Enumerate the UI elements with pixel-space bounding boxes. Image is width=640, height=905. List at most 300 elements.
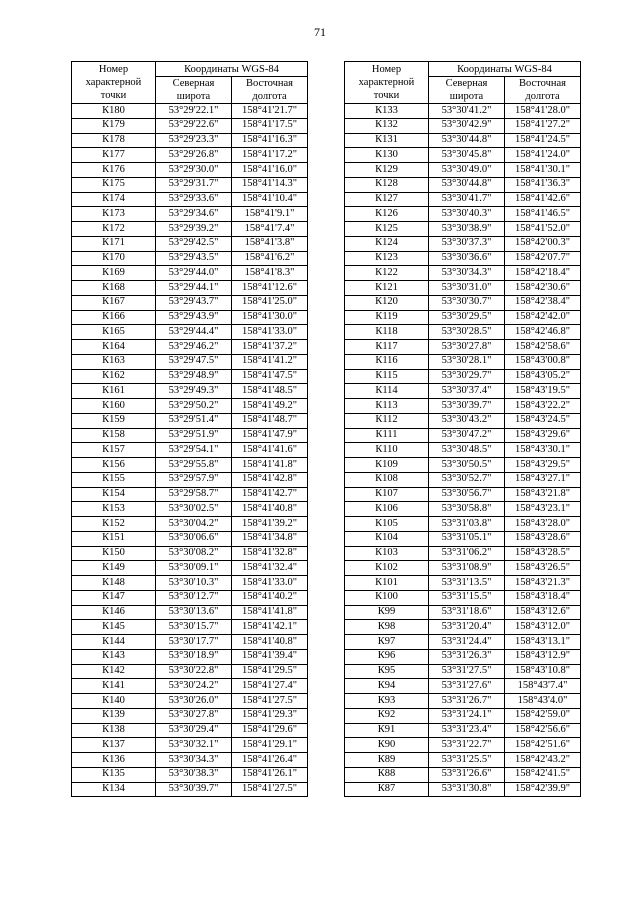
latitude-cell: 53°29'43.5": [156, 251, 232, 266]
latitude-cell: 53°29'44.1": [156, 281, 232, 296]
longitude-cell: 158°41'25.0": [232, 295, 308, 310]
table-row: [345, 723, 581, 738]
latitude-cell: 53°29'42.5": [156, 236, 232, 251]
longitude-cell: 158°41'10.4": [232, 192, 308, 207]
point-id-cell: К162: [72, 369, 156, 384]
latitude-cell: 53°29'46.2": [156, 340, 232, 355]
longitude-cell: 158°42'30.6": [505, 281, 581, 296]
longitude-cell: 158°41'12.6": [232, 281, 308, 296]
longitude-cell: 158°43'28.6": [505, 531, 581, 546]
latitude-cell: 53°30'41.7": [429, 192, 505, 207]
point-id-cell: К125: [345, 222, 429, 237]
table-row: [345, 546, 581, 561]
latitude-cell: 53°30'47.2": [429, 428, 505, 443]
table-row: [72, 605, 308, 620]
table-row: [72, 369, 308, 384]
latitude-cell: 53°30'29.7": [429, 369, 505, 384]
table-row: [72, 251, 308, 266]
longitude-cell: 158°41'52.0": [505, 222, 581, 237]
header-latitude: Северная широта: [156, 77, 232, 104]
header-longitude: Восточная долгота: [232, 77, 308, 104]
coordinates-table-right: [344, 61, 581, 797]
longitude-cell: 158°41'29.6": [232, 723, 308, 738]
header-coordinates: Координаты WGS-84: [429, 62, 581, 77]
longitude-cell: 158°41'47.9": [232, 428, 308, 443]
point-id-cell: К98: [345, 620, 429, 635]
latitude-cell: 53°29'58.7": [156, 487, 232, 502]
point-id-cell: К119: [345, 310, 429, 325]
point-id-cell: К155: [72, 472, 156, 487]
table-row: [72, 753, 308, 768]
latitude-cell: 53°29'51.9": [156, 428, 232, 443]
table-row: [345, 281, 581, 296]
latitude-cell: 53°30'40.3": [429, 207, 505, 222]
latitude-cell: 53°29'50.2": [156, 399, 232, 414]
table-row: [72, 281, 308, 296]
latitude-cell: 53°29'55.8": [156, 458, 232, 473]
point-id-cell: К139: [72, 708, 156, 723]
latitude-cell: 53°30'44.8": [429, 133, 505, 148]
table-row: [72, 723, 308, 738]
longitude-cell: 158°41'41.8": [232, 605, 308, 620]
point-id-cell: К116: [345, 354, 429, 369]
table-row: [72, 428, 308, 443]
table-row: [345, 502, 581, 517]
table-row: [72, 325, 308, 340]
longitude-cell: 158°41'42.6": [505, 192, 581, 207]
point-id-cell: К167: [72, 295, 156, 310]
point-id-cell: К105: [345, 517, 429, 532]
table-row: [345, 649, 581, 664]
latitude-cell: 53°30'52.7": [429, 472, 505, 487]
table-row: [72, 502, 308, 517]
point-id-cell: К122: [345, 266, 429, 281]
point-id-cell: К156: [72, 458, 156, 473]
table-row: [345, 694, 581, 709]
point-id-cell: К100: [345, 590, 429, 605]
longitude-cell: 158°42'46.8": [505, 325, 581, 340]
table-row: [345, 251, 581, 266]
table-row: [72, 104, 308, 119]
point-id-cell: К157: [72, 443, 156, 458]
latitude-cell: 53°30'27.8": [156, 708, 232, 723]
table-row: [72, 782, 308, 797]
table-row: [345, 620, 581, 635]
longitude-cell: 158°41'41.6": [232, 443, 308, 458]
table-row: [345, 561, 581, 576]
longitude-cell: 158°41'39.2": [232, 517, 308, 532]
latitude-cell: 53°29'22.6": [156, 118, 232, 133]
table-row: [345, 354, 581, 369]
latitude-cell: 53°31'05.1": [429, 531, 505, 546]
latitude-cell: 53°30'10.3": [156, 576, 232, 591]
point-id-cell: К158: [72, 428, 156, 443]
point-id-cell: К179: [72, 118, 156, 133]
table-row: [72, 384, 308, 399]
longitude-cell: 158°43'29.5": [505, 458, 581, 473]
header-latitude: Северная широта: [429, 77, 505, 104]
longitude-cell: 158°41'27.4": [232, 679, 308, 694]
latitude-cell: 53°31'08.9": [429, 561, 505, 576]
point-id-cell: К153: [72, 502, 156, 517]
latitude-cell: 53°29'31.7": [156, 177, 232, 192]
latitude-cell: 53°29'34.6": [156, 207, 232, 222]
table-row: [345, 782, 581, 797]
longitude-cell: 158°43'00.8": [505, 354, 581, 369]
table-row: [72, 620, 308, 635]
latitude-cell: 53°30'48.5": [429, 443, 505, 458]
latitude-cell: 53°30'36.6": [429, 251, 505, 266]
table-row: [345, 458, 581, 473]
latitude-cell: 53°29'23.3": [156, 133, 232, 148]
point-id-cell: К147: [72, 590, 156, 605]
longitude-cell: 158°43'18.4": [505, 590, 581, 605]
latitude-cell: 53°30'13.6": [156, 605, 232, 620]
longitude-cell: 158°41'29.1": [232, 738, 308, 753]
point-id-cell: К106: [345, 502, 429, 517]
point-id-cell: К171: [72, 236, 156, 251]
latitude-cell: 53°30'17.7": [156, 635, 232, 650]
longitude-cell: 158°43'27.1": [505, 472, 581, 487]
longitude-cell: 158°43'12.0": [505, 620, 581, 635]
table-row: [72, 340, 308, 355]
table-row: [345, 443, 581, 458]
point-id-cell: К124: [345, 236, 429, 251]
latitude-cell: 53°31'24.1": [429, 708, 505, 723]
latitude-cell: 53°30'41.2": [429, 104, 505, 119]
table-row: [72, 192, 308, 207]
point-id-cell: К104: [345, 531, 429, 546]
point-id-cell: К88: [345, 767, 429, 782]
table-row: [72, 649, 308, 664]
longitude-cell: 158°43'13.1": [505, 635, 581, 650]
point-id-cell: К150: [72, 546, 156, 561]
table-row: [345, 679, 581, 694]
table-row: [345, 163, 581, 178]
longitude-cell: 158°41'26.1": [232, 767, 308, 782]
point-id-cell: К146: [72, 605, 156, 620]
point-id-cell: К178: [72, 133, 156, 148]
longitude-cell: 158°41'42.8": [232, 472, 308, 487]
table-row: [345, 517, 581, 532]
point-id-cell: К143: [72, 649, 156, 664]
point-id-cell: К180: [72, 104, 156, 119]
point-id-cell: К142: [72, 664, 156, 679]
table-row: [72, 133, 308, 148]
point-id-cell: К115: [345, 369, 429, 384]
table-row: [345, 133, 581, 148]
latitude-cell: 53°29'51.4": [156, 413, 232, 428]
latitude-cell: 53°31'06.2": [429, 546, 505, 561]
longitude-cell: 158°43'7.4": [505, 679, 581, 694]
table-row: [345, 295, 581, 310]
longitude-cell: 158°43'29.6": [505, 428, 581, 443]
longitude-cell: 158°42'59.0": [505, 708, 581, 723]
point-id-cell: К164: [72, 340, 156, 355]
table-row: [72, 487, 308, 502]
longitude-cell: 158°43'19.5": [505, 384, 581, 399]
longitude-cell: 158°43'21.3": [505, 576, 581, 591]
latitude-cell: 53°31'22.7": [429, 738, 505, 753]
longitude-cell: 158°43'21.8": [505, 487, 581, 502]
longitude-cell: 158°41'49.2": [232, 399, 308, 414]
latitude-cell: 53°30'39.7": [156, 782, 232, 797]
point-id-cell: К131: [345, 133, 429, 148]
point-id-cell: К136: [72, 753, 156, 768]
point-id-cell: К90: [345, 738, 429, 753]
longitude-cell: 158°42'07.7": [505, 251, 581, 266]
longitude-cell: 158°41'24.0": [505, 148, 581, 163]
point-id-cell: К87: [345, 782, 429, 797]
latitude-cell: 53°30'26.0": [156, 694, 232, 709]
table-row: [72, 561, 308, 576]
table-row: [72, 310, 308, 325]
table-row: [345, 310, 581, 325]
point-id-cell: К120: [345, 295, 429, 310]
table-row: [72, 576, 308, 591]
point-id-cell: К133: [345, 104, 429, 119]
longitude-cell: 158°43'4.0": [505, 694, 581, 709]
point-id-cell: К144: [72, 635, 156, 650]
point-id-cell: К103: [345, 546, 429, 561]
table-row: [72, 679, 308, 694]
longitude-cell: 158°41'36.3": [505, 177, 581, 192]
point-id-cell: К114: [345, 384, 429, 399]
point-id-cell: К149: [72, 561, 156, 576]
table-row: [72, 664, 308, 679]
table-row: [72, 694, 308, 709]
longitude-cell: 158°41'7.4": [232, 222, 308, 237]
point-id-cell: К121: [345, 281, 429, 296]
latitude-cell: 53°31'18.6": [429, 605, 505, 620]
longitude-cell: 158°43'30.1": [505, 443, 581, 458]
longitude-cell: 158°41'48.5": [232, 384, 308, 399]
point-id-cell: К123: [345, 251, 429, 266]
longitude-cell: 158°41'17.2": [232, 148, 308, 163]
longitude-cell: 158°41'27.5": [232, 694, 308, 709]
latitude-cell: 53°30'39.7": [429, 399, 505, 414]
table-row: [72, 738, 308, 753]
table-row: [345, 576, 581, 591]
longitude-cell: 158°42'38.4": [505, 295, 581, 310]
longitude-cell: 158°42'39.9": [505, 782, 581, 797]
latitude-cell: 53°30'50.5": [429, 458, 505, 473]
point-id-cell: К148: [72, 576, 156, 591]
point-id-cell: К118: [345, 325, 429, 340]
table-row: [345, 369, 581, 384]
point-id-cell: К138: [72, 723, 156, 738]
table-body-right: [345, 104, 581, 797]
latitude-cell: 53°31'26.3": [429, 649, 505, 664]
latitude-cell: 53°30'34.3": [156, 753, 232, 768]
longitude-cell: 158°42'58.6": [505, 340, 581, 355]
point-id-cell: К89: [345, 753, 429, 768]
latitude-cell: 53°31'26.6": [429, 767, 505, 782]
longitude-cell: 158°41'16.0": [232, 163, 308, 178]
point-id-cell: К151: [72, 531, 156, 546]
latitude-cell: 53°29'57.9": [156, 472, 232, 487]
longitude-cell: 158°41'17.5": [232, 118, 308, 133]
table-row: [72, 118, 308, 133]
point-id-cell: К177: [72, 148, 156, 163]
latitude-cell: 53°31'13.5": [429, 576, 505, 591]
longitude-cell: 158°41'14.3": [232, 177, 308, 192]
latitude-cell: 53°29'54.1": [156, 443, 232, 458]
table-row: [345, 340, 581, 355]
point-id-cell: К166: [72, 310, 156, 325]
point-id-cell: К94: [345, 679, 429, 694]
latitude-cell: 53°30'30.7": [429, 295, 505, 310]
point-id-cell: К154: [72, 487, 156, 502]
point-id-cell: К141: [72, 679, 156, 694]
longitude-cell: 158°41'32.8": [232, 546, 308, 561]
point-id-cell: К95: [345, 664, 429, 679]
longitude-cell: 158°41'32.4": [232, 561, 308, 576]
table-row: [345, 222, 581, 237]
table-row: [345, 767, 581, 782]
longitude-cell: 158°41'26.4": [232, 753, 308, 768]
latitude-cell: 53°29'47.5": [156, 354, 232, 369]
table-body-left: [72, 104, 308, 797]
table-row: [345, 207, 581, 222]
latitude-cell: 53°30'22.8": [156, 664, 232, 679]
longitude-cell: 158°41'40.8": [232, 502, 308, 517]
longitude-cell: 158°43'26.5": [505, 561, 581, 576]
table-row: [72, 295, 308, 310]
latitude-cell: 53°30'44.8": [429, 177, 505, 192]
latitude-cell: 53°31'03.8": [429, 517, 505, 532]
point-id-cell: К109: [345, 458, 429, 473]
latitude-cell: 53°30'58.8": [429, 502, 505, 517]
longitude-cell: 158°41'46.5": [505, 207, 581, 222]
longitude-cell: 158°43'12.9": [505, 649, 581, 664]
point-id-cell: К113: [345, 399, 429, 414]
point-id-cell: К93: [345, 694, 429, 709]
latitude-cell: 53°30'37.3": [429, 236, 505, 251]
longitude-cell: 158°41'42.7": [232, 487, 308, 502]
longitude-cell: 158°41'30.0": [232, 310, 308, 325]
point-id-cell: К161: [72, 384, 156, 399]
latitude-cell: 53°30'28.1": [429, 354, 505, 369]
latitude-cell: 53°29'39.2": [156, 222, 232, 237]
point-id-cell: К160: [72, 399, 156, 414]
latitude-cell: 53°30'24.2": [156, 679, 232, 694]
latitude-cell: 53°30'09.1": [156, 561, 232, 576]
point-id-cell: К132: [345, 118, 429, 133]
header-coordinates: Координаты WGS-84: [156, 62, 308, 77]
latitude-cell: 53°29'22.1": [156, 104, 232, 119]
table-row: [345, 664, 581, 679]
longitude-cell: 158°42'56.6": [505, 723, 581, 738]
latitude-cell: 53°29'33.6": [156, 192, 232, 207]
longitude-cell: 158°41'6.2": [232, 251, 308, 266]
point-id-cell: К175: [72, 177, 156, 192]
longitude-cell: 158°41'28.0": [505, 104, 581, 119]
longitude-cell: 158°41'37.2": [232, 340, 308, 355]
point-id-cell: К126: [345, 207, 429, 222]
point-id-cell: К111: [345, 428, 429, 443]
table-row: [72, 266, 308, 281]
table-row: [72, 413, 308, 428]
longitude-cell: 158°41'39.4": [232, 649, 308, 664]
point-id-cell: К140: [72, 694, 156, 709]
point-id-cell: К173: [72, 207, 156, 222]
point-id-cell: К91: [345, 723, 429, 738]
point-id-cell: К169: [72, 266, 156, 281]
longitude-cell: 158°42'18.4": [505, 266, 581, 281]
latitude-cell: 53°29'26.8": [156, 148, 232, 163]
table-row: [72, 222, 308, 237]
table-row: [72, 767, 308, 782]
longitude-cell: 158°41'33.0": [232, 325, 308, 340]
table-row: [345, 472, 581, 487]
table-row: [72, 236, 308, 251]
latitude-cell: 53°29'44.4": [156, 325, 232, 340]
table-row: [345, 753, 581, 768]
table-row: [72, 531, 308, 546]
table-row: [72, 708, 308, 723]
longitude-cell: 158°41'30.1": [505, 163, 581, 178]
table-row: [72, 590, 308, 605]
point-id-cell: К170: [72, 251, 156, 266]
table-row: [72, 517, 308, 532]
latitude-cell: 53°30'45.8": [429, 148, 505, 163]
table-row: [345, 192, 581, 207]
latitude-cell: 53°29'30.0": [156, 163, 232, 178]
latitude-cell: 53°31'30.8": [429, 782, 505, 797]
point-id-cell: К101: [345, 576, 429, 591]
header-longitude: Восточная долгота: [505, 77, 581, 104]
latitude-cell: 53°31'25.5": [429, 753, 505, 768]
point-id-cell: К129: [345, 163, 429, 178]
table-row: [72, 458, 308, 473]
longitude-cell: 158°41'27.5": [232, 782, 308, 797]
table-row: [72, 148, 308, 163]
latitude-cell: 53°30'12.7": [156, 590, 232, 605]
latitude-cell: 53°30'15.7": [156, 620, 232, 635]
latitude-cell: 53°31'27.5": [429, 664, 505, 679]
table-row: [345, 413, 581, 428]
longitude-cell: 158°43'28.5": [505, 546, 581, 561]
latitude-cell: 53°30'37.4": [429, 384, 505, 399]
latitude-cell: 53°31'26.7": [429, 694, 505, 709]
table-row: [72, 399, 308, 414]
longitude-cell: 158°41'48.7": [232, 413, 308, 428]
latitude-cell: 53°30'06.6": [156, 531, 232, 546]
header-point-number: Номер характерной точки: [72, 62, 156, 104]
table-row: [345, 148, 581, 163]
longitude-cell: 158°42'00.3": [505, 236, 581, 251]
longitude-cell: 158°43'23.1": [505, 502, 581, 517]
point-id-cell: К152: [72, 517, 156, 532]
point-id-cell: К176: [72, 163, 156, 178]
point-id-cell: К168: [72, 281, 156, 296]
point-id-cell: К135: [72, 767, 156, 782]
table-row: [72, 472, 308, 487]
table-row: [345, 236, 581, 251]
latitude-cell: 53°30'29.5": [429, 310, 505, 325]
table-row: [345, 384, 581, 399]
longitude-cell: 158°41'40.2": [232, 590, 308, 605]
latitude-cell: 53°29'44.0": [156, 266, 232, 281]
table-row: [72, 207, 308, 222]
table-row: [72, 163, 308, 178]
latitude-cell: 53°30'38.3": [156, 767, 232, 782]
longitude-cell: 158°41'3.8": [232, 236, 308, 251]
longitude-cell: 158°42'41.5": [505, 767, 581, 782]
latitude-cell: 53°30'27.8": [429, 340, 505, 355]
table-row: [345, 266, 581, 281]
